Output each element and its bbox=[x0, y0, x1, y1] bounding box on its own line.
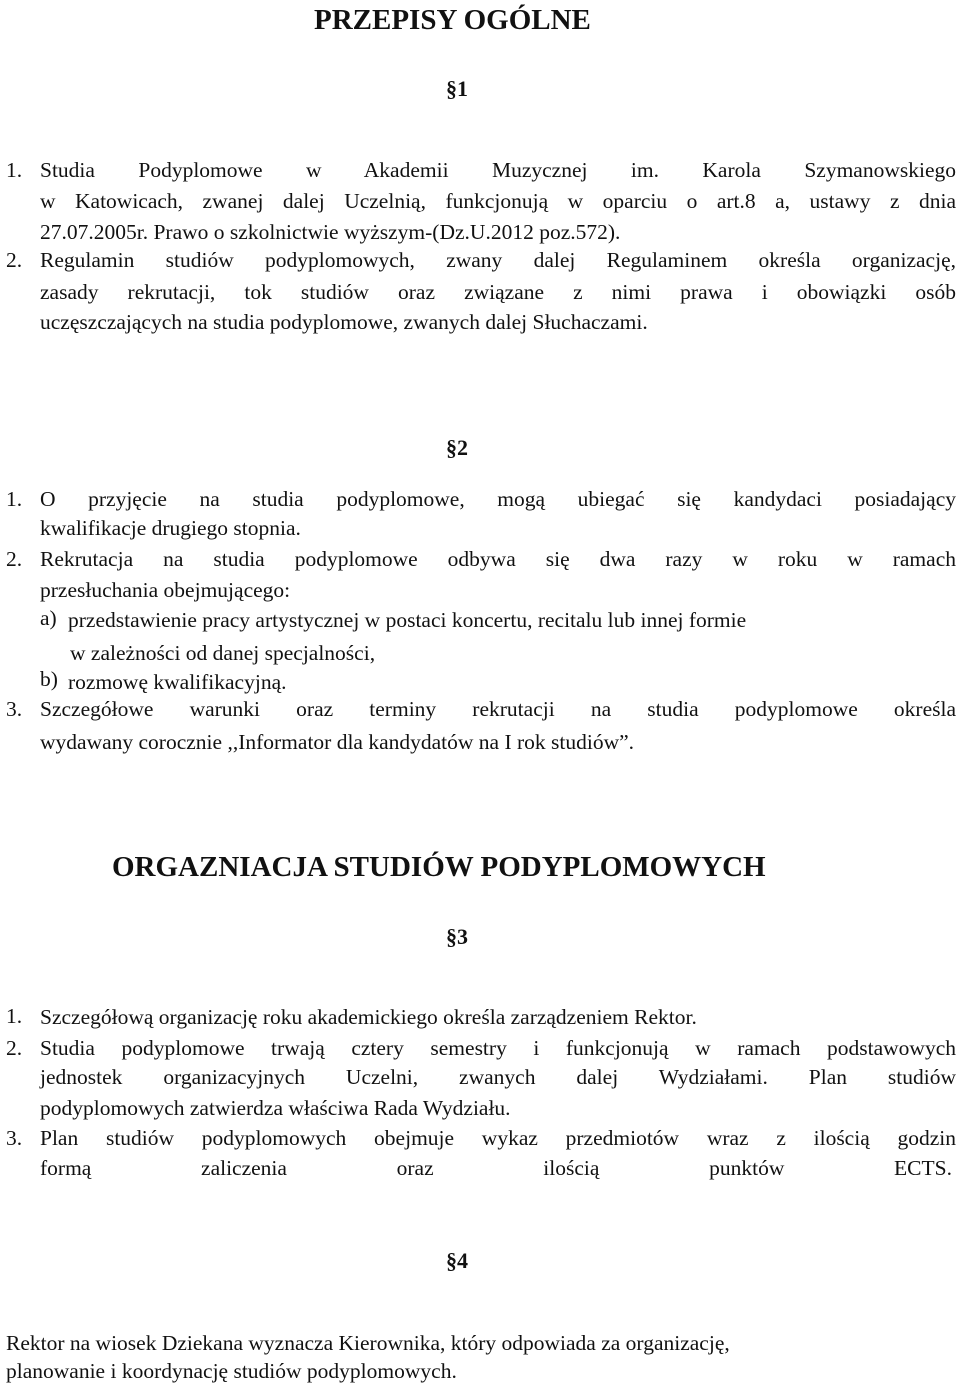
text-line: przedstawienie pracy artystycznej w postaci koncertu, recitalu lub innej formie bbox=[68, 608, 747, 632]
text-line: jednostek organizacyjnych Uczelni, zwanych dalej Wydziałami. Plan studiów bbox=[40, 1065, 956, 1089]
item-number: 2. bbox=[6, 248, 23, 272]
text-line: planowanie i koordynację studiów podyplomowych. bbox=[6, 1359, 457, 1383]
text-line: Studia Podyplomowe w Akademii Muzycznej im. Karola Szymanowskiego bbox=[40, 158, 956, 182]
text-line: Rekrutacja na studia podyplomowe odbywa się dwa razy w roku w ramach bbox=[40, 547, 956, 571]
item-number: 1. bbox=[6, 158, 23, 182]
text-line: w Katowicach, zwanej dalej Uczelnią, funkcjonują w oparciu o art.8 a, ustawy z dnia bbox=[40, 189, 956, 213]
text-line: O przyjęcie na studia podyplomowe, mogą ubiegać się kandydaci posiadający bbox=[40, 487, 956, 511]
item-number: 3. bbox=[6, 1126, 23, 1150]
paragraph-mark-3: §3 bbox=[446, 924, 468, 949]
section-heading-general: PRZEPISY OGÓLNE bbox=[314, 4, 591, 36]
paragraph-mark-2: §2 bbox=[446, 435, 468, 460]
text-line: Studia podyplomowe trwają cztery semestry i funkcjonują w ramach podstawowych bbox=[40, 1036, 956, 1060]
text-line: uczęszczających na studia podyplomowe, zwanych dalej Słuchaczami. bbox=[40, 310, 648, 334]
text-line: podyplomowych zatwierdza właściwa Rada Wydziału. bbox=[40, 1096, 511, 1120]
item-number: 1. bbox=[6, 487, 23, 511]
text-line: rozmowę kwalifikacyjną. bbox=[68, 670, 287, 694]
text-line: Szczegółową organizację roku akademickiego określa zarządzeniem Rektor. bbox=[40, 1005, 697, 1029]
text-line: Plan studiów podyplomowych obejmuje wykaz przedmiotów wraz z ilością godzin bbox=[40, 1126, 956, 1150]
item-number: 3. bbox=[6, 697, 23, 721]
text-line: formą zaliczenia oraz ilością punktów ECTS. bbox=[40, 1156, 952, 1180]
item-number: 2. bbox=[6, 1036, 23, 1060]
text-line: wydawany corocznie ,,Informator dla kandydatów na I rok studiów”. bbox=[40, 730, 635, 754]
section-heading-organization: ORGAZNIACJA STUDIÓW PODYPLOMOWYCH bbox=[112, 851, 766, 883]
item-number: 1. bbox=[6, 1004, 23, 1028]
paragraph-mark-1: §1 bbox=[446, 76, 468, 101]
text-line: kwalifikacje drugiego stopnia. bbox=[40, 516, 301, 540]
text-line: przesłuchania obejmującego: bbox=[40, 578, 291, 602]
text-line: Szczegółowe warunki oraz terminy rekrutacji na studia podyplomowe określa bbox=[40, 697, 956, 721]
item-number: 2. bbox=[6, 547, 23, 571]
text-line: Regulamin studiów podyplomowych, zwany dalej Regulaminem określa organizację, bbox=[40, 248, 956, 272]
subitem-letter: b) bbox=[40, 667, 58, 691]
subitem-letter: a) bbox=[40, 606, 57, 630]
text-line: 27.07.2005r. Prawo o szkolnictwie wyższym-(Dz.U.2012 poz.572). bbox=[40, 220, 621, 244]
text-line: Rektor na wiosek Dziekana wyznacza Kierownika, który odpowiada za organizację, bbox=[6, 1331, 730, 1355]
paragraph-mark-4: §4 bbox=[446, 1248, 468, 1273]
text-line: zasady rekrutacji, tok studiów oraz związane z nimi prawa i obowiązki osób bbox=[40, 280, 956, 304]
text-line: w zależności od danej specjalności, bbox=[70, 641, 376, 665]
